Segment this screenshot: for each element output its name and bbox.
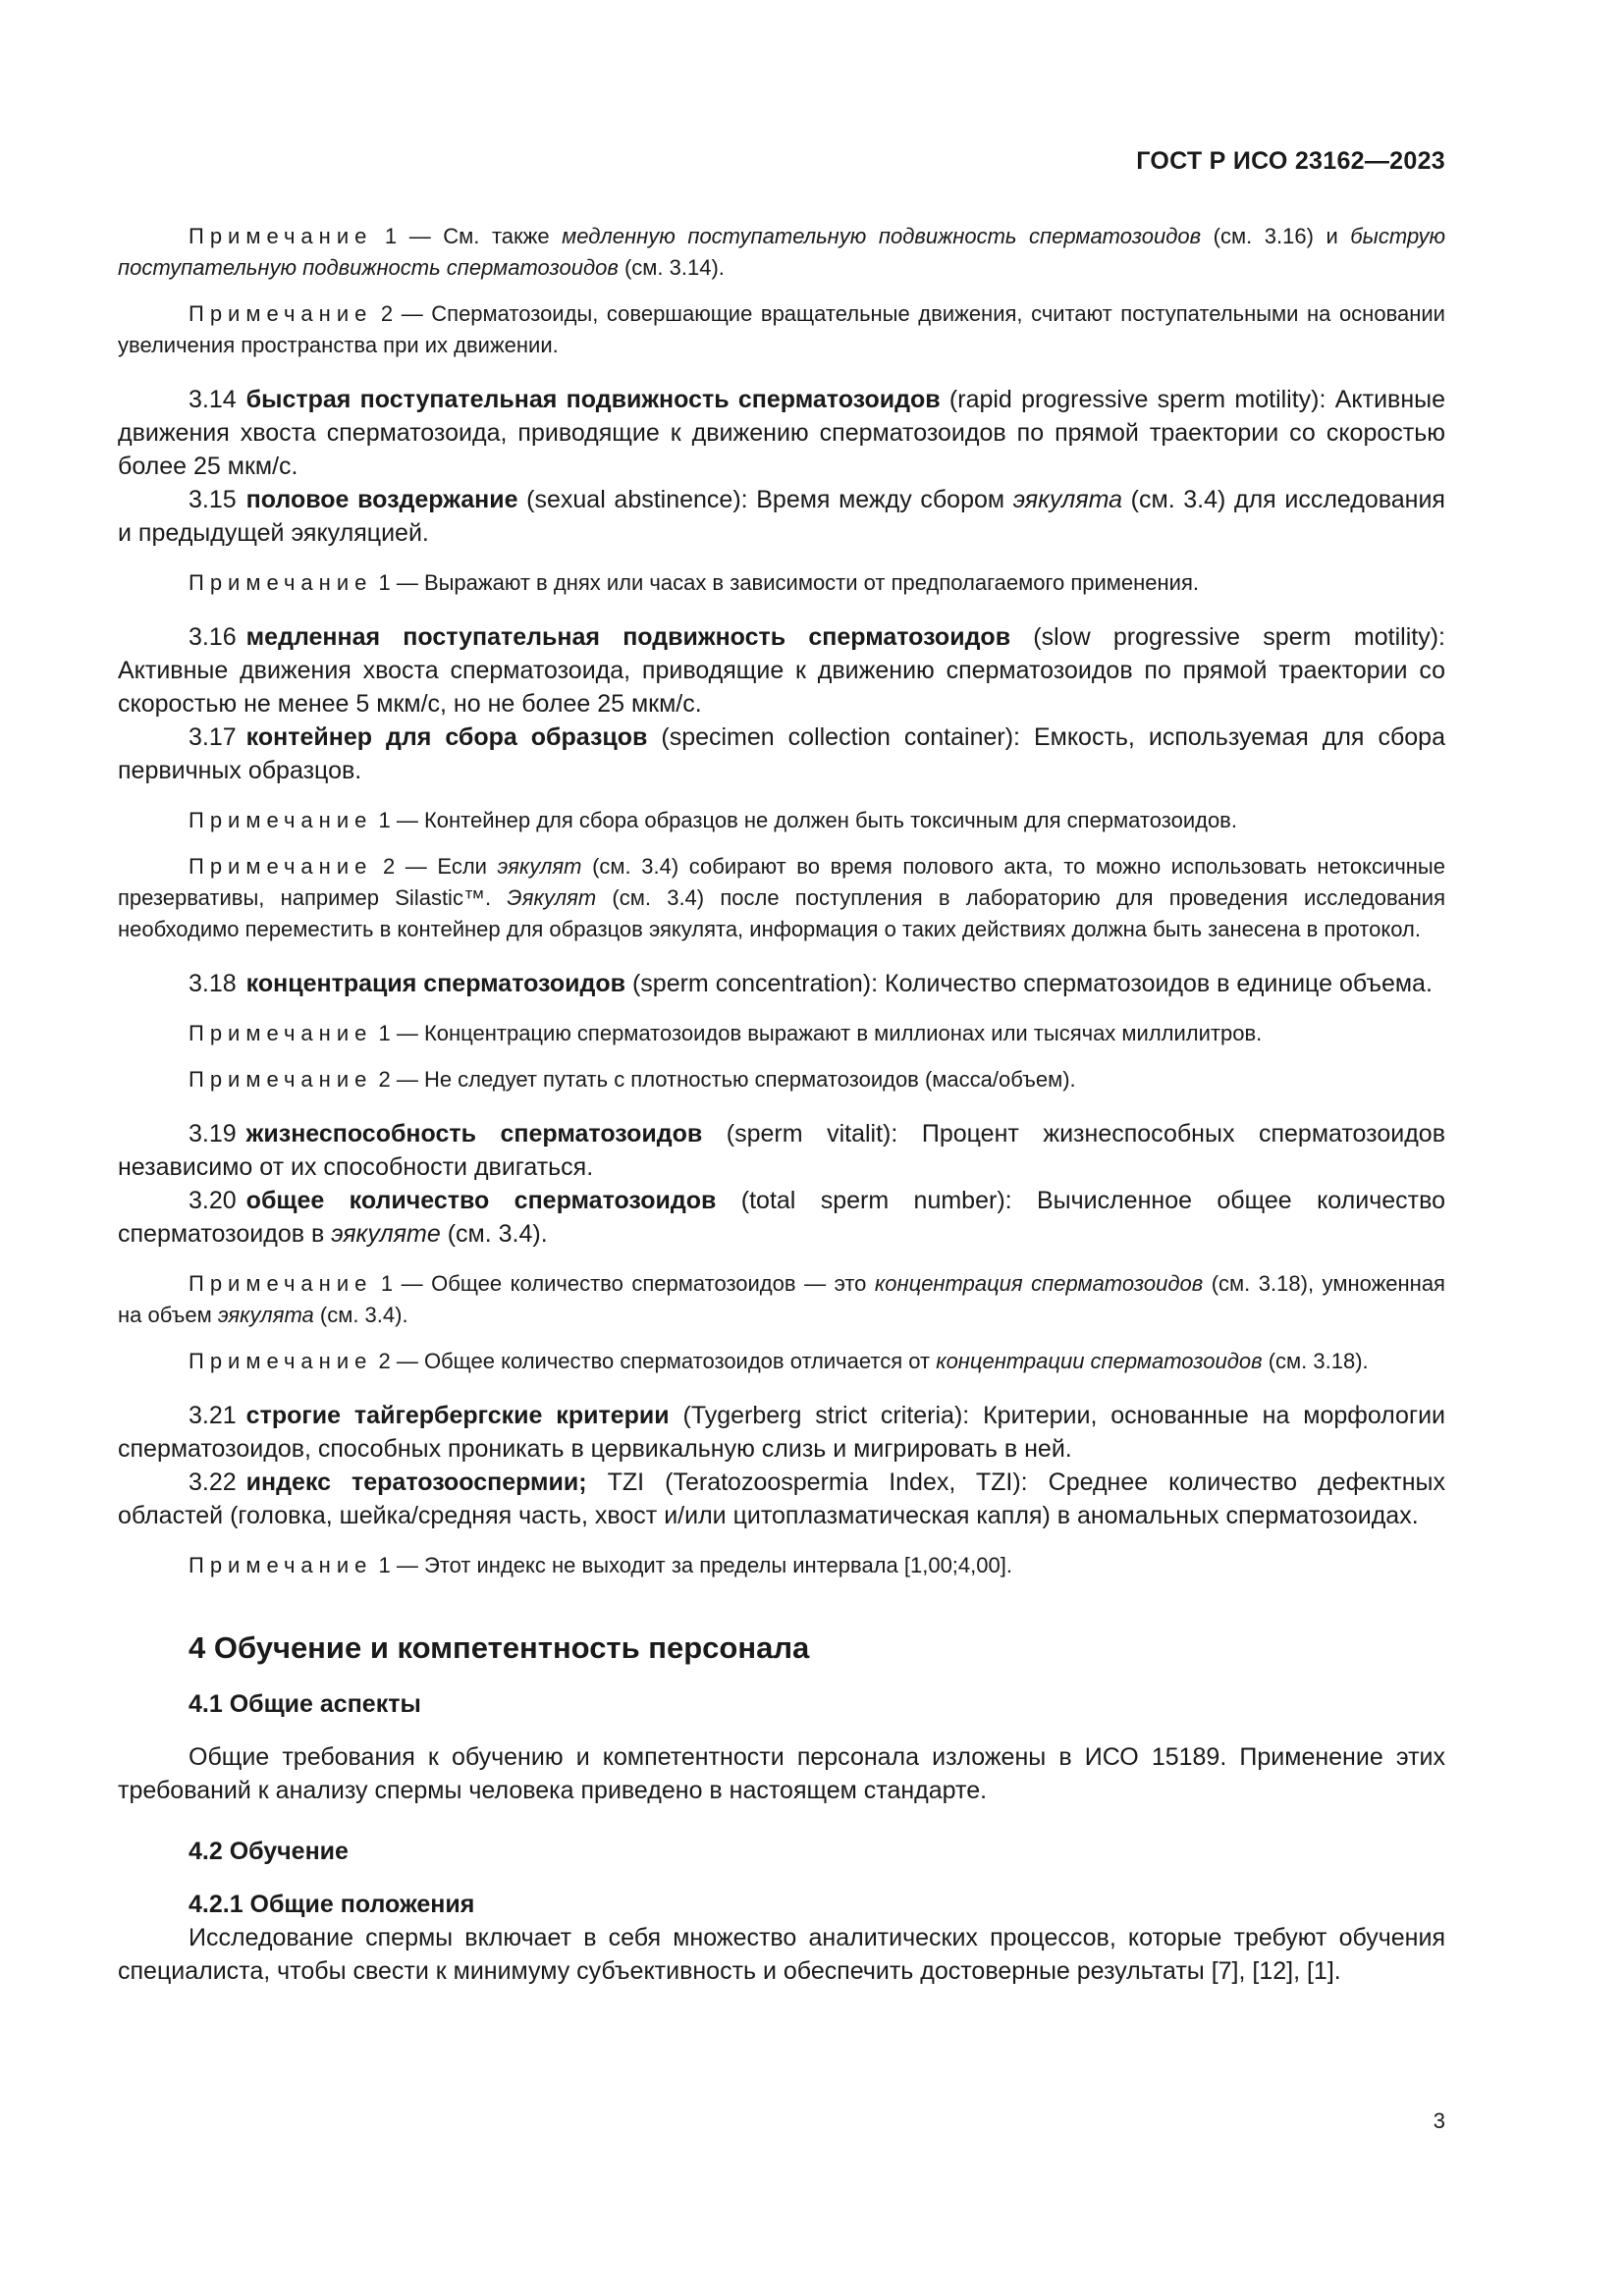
note-3-13-2: Примечание 2 — Сперматозоиды, совершающие вращательные движения, считают поступательными на основании увеличения пространства при их движении. bbox=[118, 301, 1445, 357]
term-definition: (Tygerberg strict criteria): Критерии, основанные на морфологии сперматозоидов, способных проникать в цервикальную слизь и мигрировать в ней. bbox=[118, 1402, 1445, 1463]
term-definition: (sperm vitalit): Процент жизнеспособных сперматозоидов независимо от их способности двигаться. bbox=[118, 1120, 1445, 1181]
section-4-1-heading: 4.1 Общие аспекты bbox=[189, 1690, 421, 1718]
term-3-21 bbox=[118, 1399, 1445, 1466]
term-title: контейнер для сбора образцов bbox=[245, 723, 648, 751]
section-4-heading: 4 Обучение и компетентность персонала bbox=[189, 1630, 810, 1665]
term-definition: (sexual abstinence): Время между сбором bbox=[517, 486, 1013, 513]
note-label: Примечание bbox=[189, 1067, 373, 1092]
term-3-20: 3.20 общее количество сперматозоидов (total sperm number): Вычисленное общее количество сперматозоидов в эякуляте (см. 3.4). bbox=[118, 1187, 1445, 1248]
note-3-20-2: Примечание 2 — Общее количество сперматозоидов отличается от концентрации сперматозоидов (см. 3.18). bbox=[189, 1349, 1369, 1373]
section-4-2-1-text: Исследование спермы включает в себя множество аналитических процессов, которые требуют обучения специалиста, чтобы свести к минимуму субъективность и обеспечить достоверные результаты [7], [12], [1]. bbox=[118, 1924, 1445, 1985]
term-title: жизнеспособность сперматозоидов bbox=[245, 1120, 703, 1148]
note-3-18-1: Примечание 1 — Концентрацию сперматозоидов выражают в миллионах или тысячах миллилитров. bbox=[189, 1021, 1263, 1045]
term-3-19 bbox=[118, 1117, 1445, 1184]
term-number: 3.17 bbox=[189, 723, 237, 751]
document-id-header: ГОСТ Р ИСО 23162—2023 bbox=[1136, 147, 1445, 175]
term-title: общее количество сперматозоидов bbox=[245, 1187, 717, 1214]
note-3-17-1: Примечание 1 — Контейнер для сбора образцов не должен быть токсичным для сперматозоидов. bbox=[189, 808, 1237, 832]
term-3-17 bbox=[118, 721, 1445, 787]
note-label: Примечание bbox=[189, 570, 373, 595]
term-3-15: 3.15 половое воздержание (sexual abstinence): Время между сбором эякулята (см. 3.4) для исследования и предыдущей эякуляцией. bbox=[118, 486, 1445, 547]
term-title: концентрация сперматозоидов bbox=[245, 970, 626, 997]
term-title: быстрая поступательная подвижность сперматозоидов bbox=[245, 386, 941, 413]
term-title: индекс тератозооспермии; bbox=[245, 1468, 587, 1496]
note-3-22-1: Примечание 1 — Этот индекс не выходит за пределы интервала [1,00;4,00]. bbox=[189, 1553, 1012, 1577]
term-definition: (rapid progressive sperm motility): Активные движения хвоста сперматозоида, приводящие к движению сперматозоидов по прямой траектории со скоростью более 25 мкм/с. bbox=[118, 386, 1446, 480]
note-label: Примечание bbox=[189, 224, 373, 248]
section-4-2-1-heading: 4.2.1 Общие положения bbox=[189, 1891, 475, 1918]
section-4-1-text: Общие требования к обучению и компетентности персонала изложены в ИСО 15189. Применение этих требований к анализу спермы человека приведено в настоящем стандарте. bbox=[118, 1743, 1445, 1804]
term-number: 3.20 bbox=[189, 1187, 237, 1214]
term-3-22 bbox=[118, 1466, 1445, 1532]
page-number: 3 bbox=[1433, 2109, 1445, 2133]
term-title: строгие тайгербергские критерии bbox=[245, 1402, 670, 1429]
note-label: Примечание bbox=[189, 1349, 373, 1373]
note-label: Примечание bbox=[189, 808, 373, 832]
term-3-18 bbox=[118, 967, 1445, 1000]
term-title: медленная поступательная подвижность сперматозоидов bbox=[245, 623, 1011, 651]
term-number: 3.19 bbox=[189, 1120, 237, 1148]
note-3-13-1: Примечание 1 — См. также медленную поступательную подвижность сперматозоидов (см. 3.16) и быструю поступательную подвижность сперматозоидов (см. 3.14). bbox=[118, 224, 1445, 280]
note-3-20-1: Примечание 1 — Общее количество сперматозоидов — это концентрация сперматозоидов (см. 3.18), умноженная на объем эякулята (см. 3.4). bbox=[118, 1271, 1445, 1327]
note-label: Примечание bbox=[189, 1021, 373, 1045]
note-label: Примечание bbox=[189, 1271, 373, 1296]
note-label: Примечание bbox=[189, 854, 373, 879]
term-definition: (slow progressive sperm motility): Активные движения хвоста сперматозоида, приводящие к движению сперматозоидов по прямой траектории со скоростью не менее 5 мкм/с, но не более 25 мкм/с. bbox=[118, 623, 1445, 718]
note-3-18-2: Примечание 2 — Не следует путать с плотностью сперматозоидов (масса/объем). bbox=[189, 1067, 1076, 1092]
section-4-2-heading: 4.2 Обучение bbox=[189, 1838, 349, 1865]
term-title: половое воздержание bbox=[245, 486, 518, 513]
note-3-17-2: Примечание 2 — Если эякулят (см. 3.4) собирают во время полового акта, то можно использовать нетоксичные презервативы, например Silastic™. Эякулят (см. 3.4) после поступления в лабораторию для проведения исследования необходимо переместить в контейнер для образцов эякулята, информация о таких действиях должна быть занесена в протокол. bbox=[118, 854, 1446, 941]
term-definition: (total sperm number): Вычисленное общее количество сперматозоидов в bbox=[118, 1187, 1445, 1248]
term-number: 3.14 bbox=[189, 386, 237, 413]
term-number: 3.18 bbox=[189, 970, 237, 997]
term-number: 3.16 bbox=[189, 623, 237, 651]
note-label: Примечание bbox=[189, 301, 373, 326]
term-number: 3.15 bbox=[189, 486, 237, 513]
term-number: 3.21 bbox=[189, 1402, 237, 1429]
note-label: Примечание bbox=[189, 1553, 373, 1577]
term-definition: TZI (Teratozoospermia Index, TZI): Среднее количество дефектных областей (головка, шейка/средняя часть, хвост и/или цитоплазматическая капля) в аномальных сперматозоидах. bbox=[118, 1468, 1445, 1529]
term-number: 3.22 bbox=[189, 1468, 237, 1496]
term-3-14 bbox=[118, 383, 1445, 483]
note-3-15-1: Примечание 1 — Выражают в днях или часах в зависимости от предполагаемого применения. bbox=[189, 570, 1199, 595]
term-definition: (specimen collection container): Емкость, используемая для сбора первичных образцов. bbox=[118, 723, 1445, 784]
term-3-16 bbox=[118, 620, 1445, 721]
term-definition: (sperm concentration): Количество сперматозоидов в единице объема. bbox=[625, 970, 1433, 997]
